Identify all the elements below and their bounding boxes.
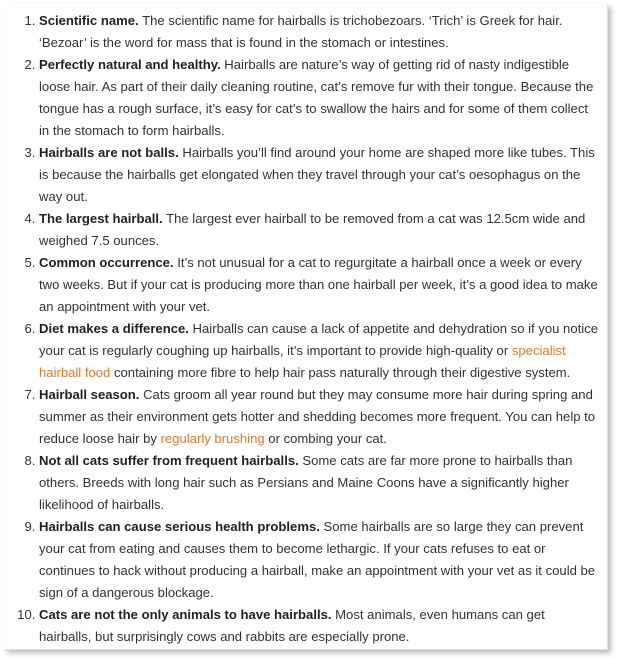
list-item [39, 252, 599, 318]
fact-heading: Diet makes a difference. [39, 321, 189, 336]
fact-heading: Hairballs are not balls. [39, 145, 179, 160]
fact-text: The scientific name for hairballs is trichobezoars. ‘Trich’ is Greek for hair. ‘Bezoar’ is the word for mass that is found in the stomach or intestines. [39, 13, 563, 50]
list-item [39, 208, 599, 252]
list-item [39, 604, 599, 648]
fact-heading: Scientific name. [39, 13, 139, 28]
fact-text: It’s not unusual for a cat to regurgitate a hairball once a week or every two weeks. But if your cat is producing more than one hairball per week, it’s a good idea to make an appointment with your vet. [39, 255, 598, 314]
fact-text: The largest ever hairball to be removed from a cat was 12.5cm wide and weighed 7.5 ounces. [39, 211, 586, 248]
fact-heading: The largest hairball. [39, 211, 163, 226]
fact-text: Some cats are far more prone to hairballs than others. Breeds with long hair such as Persians and Maine Coons have a significantly higher likelihood of hairballs. [39, 453, 573, 512]
list-item [39, 54, 599, 142]
fact-text: Hairballs are nature’s way of getting rid of nasty indigestible loose hair. As part of their daily cleaning routine, cat’s remove fur with their tongue. Because the tongue has a rough surface, it’s easy for cat’s to swallow the hairs and for some of them collect in the stomach to form hairballs. [39, 57, 594, 138]
list-item [39, 516, 599, 604]
fact-heading: Not all cats suffer from frequent hairballs. [39, 453, 299, 468]
article-card [4, 4, 608, 650]
list-item [39, 318, 599, 384]
fact-heading: Hairballs can cause serious health problems. [39, 519, 320, 534]
fact-heading: Cats are not the only animals to have hairballs. [39, 607, 332, 622]
specialist-hairball-food-link[interactable]: specialist hairball food [39, 343, 566, 380]
fact-text: Hairballs can cause a lack of appetite and dehydration so if you notice your cat is regularly coughing up hairballs, it’s important to provide high-quality or [39, 321, 598, 358]
list-item [39, 10, 599, 54]
fact-heading: Common occurrence. [39, 255, 174, 270]
hairball-facts-list [4, 4, 607, 648]
fact-text: Most animals, even humans can get hairballs, but surprisingly cows and rabbits are especially prone. [39, 607, 545, 644]
fact-text: Cats groom all year round but they may consume more hair during spring and summer as their environment gets hotter and shedding becomes more frequent. You can help to reduce loose hair by [39, 387, 596, 446]
fact-text-after-link: containing more fibre to help hair pass naturally through their digestive system. [110, 365, 571, 380]
list-item [39, 142, 599, 208]
list-item [39, 450, 599, 516]
fact-heading: Perfectly natural and healthy. [39, 57, 221, 72]
list-item [39, 384, 599, 450]
regularly-brushing-link[interactable]: regularly brushing [160, 431, 265, 446]
fact-heading: Hairball season. [39, 387, 140, 402]
fact-text: Hairballs you’ll find around your home are shaped more like tubes. This is because the hairballs get elongated when they travel through your cat’s oesophagus on the way out. [39, 145, 595, 204]
fact-text: Some hairballs are so large they can prevent your cat from eating and causes them to become lethargic. If your cats refuses to eat or continues to hack without producing a hairball, make an appointment with your vet as it could be sign of a dangerous blockage. [39, 519, 596, 600]
fact-text-after-link: or combing your cat. [264, 431, 387, 446]
